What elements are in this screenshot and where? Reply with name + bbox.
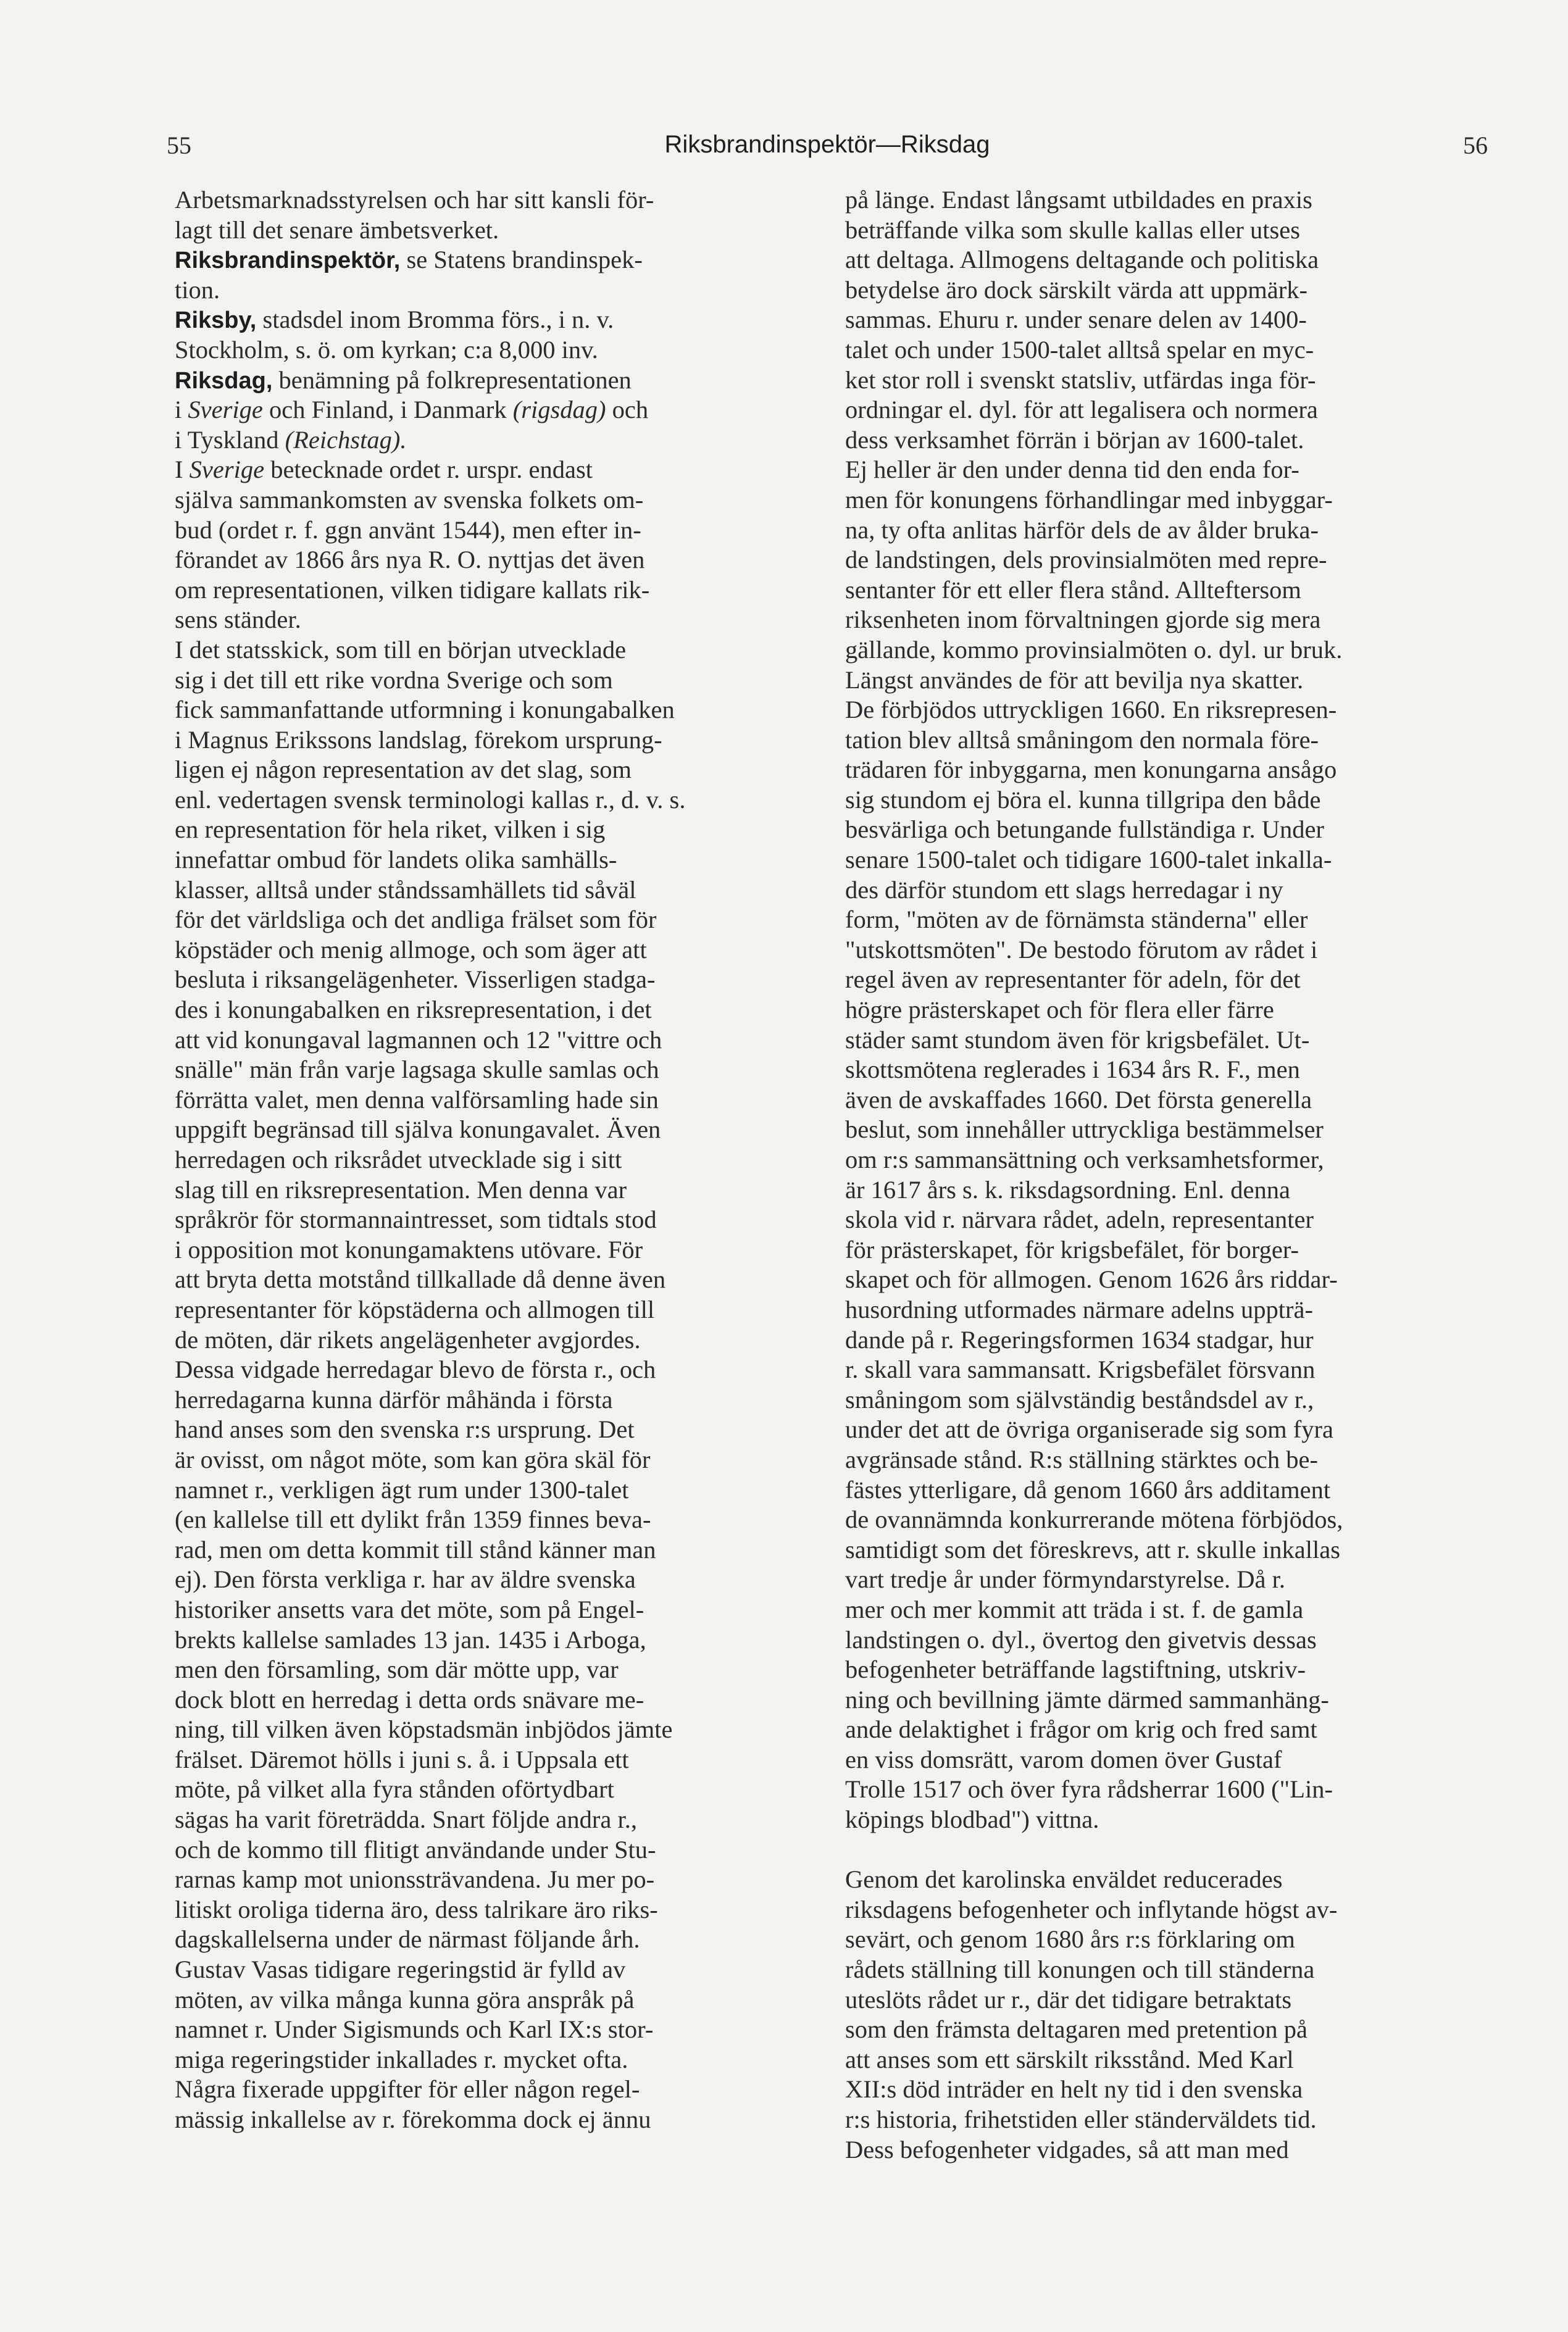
text-line: befogenheter beträffande lagstiftning, utskriv- xyxy=(845,1655,1306,1684)
text-line: under det att de övriga organiserade sig som fyra xyxy=(845,1415,1333,1444)
text-line: städer samt stundom även för krigsbefälet. Ut- xyxy=(845,1025,1310,1054)
text-line: för prästerskapet, för krigsbefälet, för borger- xyxy=(845,1235,1299,1264)
text-line: mässig inkallelse av r. förekomma dock ej ännu xyxy=(175,2105,651,2133)
text-line: sens ständer. xyxy=(175,606,301,634)
text-line: ej). Den första verkliga r. har av äldre svenska xyxy=(175,1565,636,1594)
right-column xyxy=(845,185,1496,2165)
left-column xyxy=(175,185,826,2135)
text-line: skottsmötena reglerades i 1634 års R. F., men xyxy=(845,1056,1300,1084)
text-line: dess verksamhet förrän i början av 1600-talet. xyxy=(845,425,1304,454)
text-line: talet och under 1500-talet alltså spelar en myc- xyxy=(845,335,1314,364)
text-line: skapet och för allmogen. Genom 1626 års riddar- xyxy=(845,1265,1338,1294)
text-line: "utskottsmöten". De bestodo förutom av rådet i xyxy=(845,935,1318,964)
text-line: även de avskaffades 1660. Det första generella xyxy=(845,1085,1312,1114)
page-header xyxy=(167,131,1488,168)
text-line xyxy=(845,1835,1496,1865)
text-line: Stockholm, s. ö. om kyrkan; c:a 8,000 inv. xyxy=(175,335,598,364)
text-line: de landstingen, dels provinsialmöten med repre- xyxy=(845,546,1327,574)
text-line: tion. xyxy=(175,275,220,304)
text-line: r. skall vara sammansatt. Krigsbefälet försvann xyxy=(845,1355,1316,1384)
text-line: är ovisst, om något möte, som kan göra skäl för xyxy=(175,1445,651,1473)
text-line: Ej heller är den under denna tid den enda for- xyxy=(845,456,1299,484)
text-line: Arbetsmarknadsstyrelsen och har sitt kansli för- xyxy=(175,186,654,214)
text-line: form, "möten av de förnämsta ständerna" eller xyxy=(845,906,1308,934)
text-line: sig i det till ett rike vordna Sverige och som xyxy=(175,665,613,694)
text-line: Riksbrandinspektör, se Statens brandinspek- xyxy=(175,246,643,274)
text-line: XII:s död inträder en helt ny tid i den svenska xyxy=(845,2075,1303,2104)
text-line: att deltaga. Allmogens deltagande och politiska xyxy=(845,246,1319,274)
text-line: na, ty ofta anlitas härför dels de av ålder bruka- xyxy=(845,515,1319,544)
text-line: snälle" män från varje lagsaga skulle samlas och xyxy=(175,1056,659,1084)
text-line: herredagen och riksrådet utvecklade sig i sitt xyxy=(175,1146,622,1173)
text-line: representanter för köpstäderna och allmogen till xyxy=(175,1295,655,1323)
text-line: om r:s sammansättning och verksamhetsformer, xyxy=(845,1146,1324,1173)
text-line: de ovannämnda konkurrerande mötena förbjödos, xyxy=(845,1505,1343,1534)
text-line: De förbjödos uttryckligen 1660. En riksrepresen- xyxy=(845,696,1337,724)
text-line: i Magnus Erikssons landslag, förekom ursprung- xyxy=(175,725,662,754)
text-line: des i konungabalken en riksrepresentation, i det xyxy=(175,996,652,1024)
text-line: frälset. Däremot hölls i juni s. å. i Uppsala ett xyxy=(175,1745,629,1773)
text-line: rad, men om detta kommit till stånd känner man xyxy=(175,1535,656,1564)
headword: Riksby, xyxy=(175,307,257,334)
text-line: köpstäder och menig allmoge, och som äger att xyxy=(175,935,647,964)
text-line: I Sverige betecknade ordet r. urspr. endast xyxy=(175,456,593,484)
headword: Riksbrandinspektör, xyxy=(175,248,401,274)
text-line: men den församling, som där mötte upp, var xyxy=(175,1655,619,1684)
text-line: dande på r. Regeringsformen 1634 stadgar, hur xyxy=(845,1325,1314,1354)
text-line: sentanter för ett eller flera stånd. Allteftersom xyxy=(845,575,1301,604)
text-line: Gustav Vasas tidigare regeringstid är fylld av xyxy=(175,1955,626,1984)
text-line: herredagarna kunna därför måhända i första xyxy=(175,1385,613,1414)
text-line: uteslöts rådet ur r., där det tidigare betraktats xyxy=(845,1985,1292,2013)
text-line: är 1617 års s. k. riksdagsordning. Enl. denna xyxy=(845,1175,1290,1204)
text-line: i Tyskland (Reichstag). xyxy=(175,425,407,454)
text-line: ande delaktighet i frågor om krig och fred samt xyxy=(845,1715,1317,1744)
text-line: klasser, alltså under ståndssamhällets tid såväl xyxy=(175,875,636,904)
text-line: Riksdag, benämning på folkrepresentationen xyxy=(175,365,632,394)
text-line: bud (ordet r. f. ggn använt 1544), men efter in- xyxy=(175,515,641,544)
text-line: mer och mer kommit att träda i st. f. de gamla xyxy=(845,1595,1304,1623)
text-line: som den främsta deltagaren med pretention på xyxy=(845,2015,1307,2044)
text-line: om representationen, vilken tidigare kallats rik- xyxy=(175,575,650,604)
text-line: dagskallelserna under de närmast följande årh. xyxy=(175,1925,640,1954)
text-line: fick sammanfattande utformning i konungabalken xyxy=(175,696,675,724)
text-line: beslut, som innehåller uttryckliga bestämmelser xyxy=(845,1115,1324,1144)
text-line: besluta i riksangelägenheter. Visserligen stadga- xyxy=(175,965,656,994)
text-line: sig stundom ej böra el. kunna tillgripa den både xyxy=(845,785,1321,814)
text-line: språkrör för stormannaintresset, som tidtals stod xyxy=(175,1206,657,1234)
text-line: avgränsade stånd. R:s ställning stärktes och be- xyxy=(845,1445,1318,1473)
text-line: rarnas kamp mot unionssträvandena. Ju mer po- xyxy=(175,1865,655,1894)
text-line: tation blev alltså småningom den normala före- xyxy=(845,725,1319,754)
text-line: rådets ställning till konungen och till ständerna xyxy=(845,1955,1315,1984)
text-line: på länge. Endast långsamt utbildades en praxis xyxy=(845,186,1312,214)
text-line: gällande, kommo provinsialmöten o. dyl. ur bruk. xyxy=(845,635,1343,664)
text-line: husordning utformades närmare adelns uppträ- xyxy=(845,1295,1314,1323)
text-line: och de kommo till flitigt användande under Stu- xyxy=(175,1835,656,1864)
text-line: Dessa vidgade herredagar blevo de första r., och xyxy=(175,1355,656,1384)
text-line: förandet av 1866 års nya R. O. nyttjas det även xyxy=(175,546,645,574)
text-line: dock blott en herredag i detta ords snävare me- xyxy=(175,1685,644,1714)
text-line: betydelse äro dock särskilt värda att uppmärk- xyxy=(845,275,1307,304)
text-line: historiker ansetts vara det möte, som på Engel- xyxy=(175,1595,644,1623)
text-line: I det statsskick, som till en början utvecklade xyxy=(175,635,627,664)
text-line: slag till en riksrepresentation. Men denna var xyxy=(175,1175,627,1204)
text-line: sevärt, och genom 1680 års r:s förklaring om xyxy=(845,1925,1295,1954)
text-line: senare 1500-talet och tidigare 1600-talet inkalla- xyxy=(845,846,1332,874)
text-line: Trolle 1517 och över fyra rådsherrar 1600 ("Lin- xyxy=(845,1775,1333,1804)
text-line: riksdagens befogenheter och inflytande högst av- xyxy=(845,1895,1338,1923)
text-line: trädaren för inbyggarna, men konungarna ansågo xyxy=(845,756,1337,784)
text-line: förrätta valet, men denna valförsamling hade sin xyxy=(175,1085,659,1114)
text-line: ning, till vilken även köpstadsmän inbjödos jämte xyxy=(175,1715,673,1744)
text-line: i Sverige och Finland, i Danmark (rigsdag) och xyxy=(175,396,649,424)
text-line: Längst användes de för att bevilja nya skatter. xyxy=(845,665,1304,694)
text-line: Genom det karolinska enväldet reducerades xyxy=(845,1865,1283,1894)
text-line: en representation för hela riket, vilken i sig xyxy=(175,815,606,844)
text-line: ligen ej någon representation av det slag, som xyxy=(175,756,632,784)
text-line: småningom som självständig beståndsdel av r., xyxy=(845,1385,1314,1414)
text-line: ning och bevillning jämte därmed sammanhäng- xyxy=(845,1685,1329,1714)
text-line: namnet r. Under Sigismunds och Karl IX:s stor- xyxy=(175,2015,654,2044)
text-line: men för konungens förhandlingar med inbyggar- xyxy=(845,485,1333,514)
text-line: köpings blodbad") vittna. xyxy=(845,1805,1099,1834)
text-line: litiskt oroliga tiderna äro, dess talrikare äro riks- xyxy=(175,1895,658,1923)
text-line: möte, på vilket alla fyra stånden oförtydbart xyxy=(175,1775,614,1804)
text-line: Riksby, stadsdel inom Bromma förs., i n. v. xyxy=(175,306,614,334)
text-line: själva sammankomsten av svenska folkets om- xyxy=(175,485,644,514)
page-number-right: 56 xyxy=(1463,131,1488,159)
text-line: en viss domsrätt, varom domen över Gustaf xyxy=(845,1745,1282,1773)
text-line: möten, av vilka många kunna göra anspråk på xyxy=(175,1985,635,2013)
text-line: uppgift begränsad till själva konungavalet. Även xyxy=(175,1115,661,1144)
text-line: (en kallelse till ett dylikt från 1359 finnes beva- xyxy=(175,1505,651,1534)
text-line: regel även av representanter för adeln, för det xyxy=(845,965,1301,994)
text-line: i opposition mot konungamaktens utövare. För xyxy=(175,1235,643,1264)
text-line: samtidigt som det föreskrevs, att r. skulle inkallas xyxy=(845,1535,1340,1564)
headword: Riksdag, xyxy=(175,367,273,394)
text-line: de möten, där rikets angelägenheter avgjordes. xyxy=(175,1325,641,1354)
text-line: r:s historia, frihetstiden eller ständerväldets tid. xyxy=(845,2105,1317,2133)
text-line: att anses som ett särskilt riksstånd. Med Karl xyxy=(845,2045,1294,2073)
text-line: skola vid r. närvara rådet, adeln, representanter xyxy=(845,1206,1314,1234)
text-line: miga regeringstider inkallades r. mycket ofta. xyxy=(175,2045,628,2073)
text-line: vart tredje år under förmyndarstyrelse. Då r. xyxy=(845,1565,1285,1594)
running-title: Riksbrandinspektör—Riksdag xyxy=(664,131,990,158)
text-line: Några fixerade uppgifter för eller någon regel- xyxy=(175,2075,640,2104)
text-line: beträffande vilka som skulle kallas eller utses xyxy=(845,215,1301,244)
text-line: landstingen o. dyl., övertog den givetvis dessas xyxy=(845,1625,1317,1654)
text-line: att bryta detta motstånd tillkallade då denne även xyxy=(175,1265,666,1294)
text-line: lagt till det senare ämbetsverket. xyxy=(175,215,499,244)
text-line: högre prästerskapet och för flera eller färre xyxy=(845,996,1274,1024)
text-line: innefattar ombud för landets olika samhälls- xyxy=(175,846,617,874)
text-line: enl. vedertagen svensk terminologi kallas r., d. v. s. xyxy=(175,785,686,814)
text-line: för det världsliga och det andliga frälset som för xyxy=(175,906,657,934)
text-line: namnet r., verkligen ägt rum under 1300-talet xyxy=(175,1475,629,1504)
text-line: brekts kallelse samlades 13 jan. 1435 i Arboga, xyxy=(175,1625,646,1654)
text-line: sammas. Ehuru r. under senare delen av 1400- xyxy=(845,306,1307,334)
text-line: ordningar el. dyl. för att legalisera och normera xyxy=(845,396,1318,424)
text-line: fästes ytterligare, då genom 1660 års additament xyxy=(845,1475,1331,1504)
text-line: att vid konungaval lagmannen och 12 "vittre och xyxy=(175,1025,662,1054)
text-line: Dess befogenheter vidgades, så att man med xyxy=(845,2135,1289,2163)
page-number-left: 55 xyxy=(167,131,191,159)
text-line: hand anses som den svenska r:s ursprung. Det xyxy=(175,1415,635,1444)
text-line: des därför stundom ett slags herredagar i ny xyxy=(845,875,1283,904)
text-line: sägas ha varit företrädda. Snart följde andra r., xyxy=(175,1805,637,1834)
text-line: riksenheten inom förvaltningen gjorde sig mera xyxy=(845,606,1321,634)
text-line: ket stor roll i svenskt statsliv, utfärdas inga för- xyxy=(845,365,1316,394)
text-line: besvärliga och betungande fullständiga r. Under xyxy=(845,815,1325,844)
